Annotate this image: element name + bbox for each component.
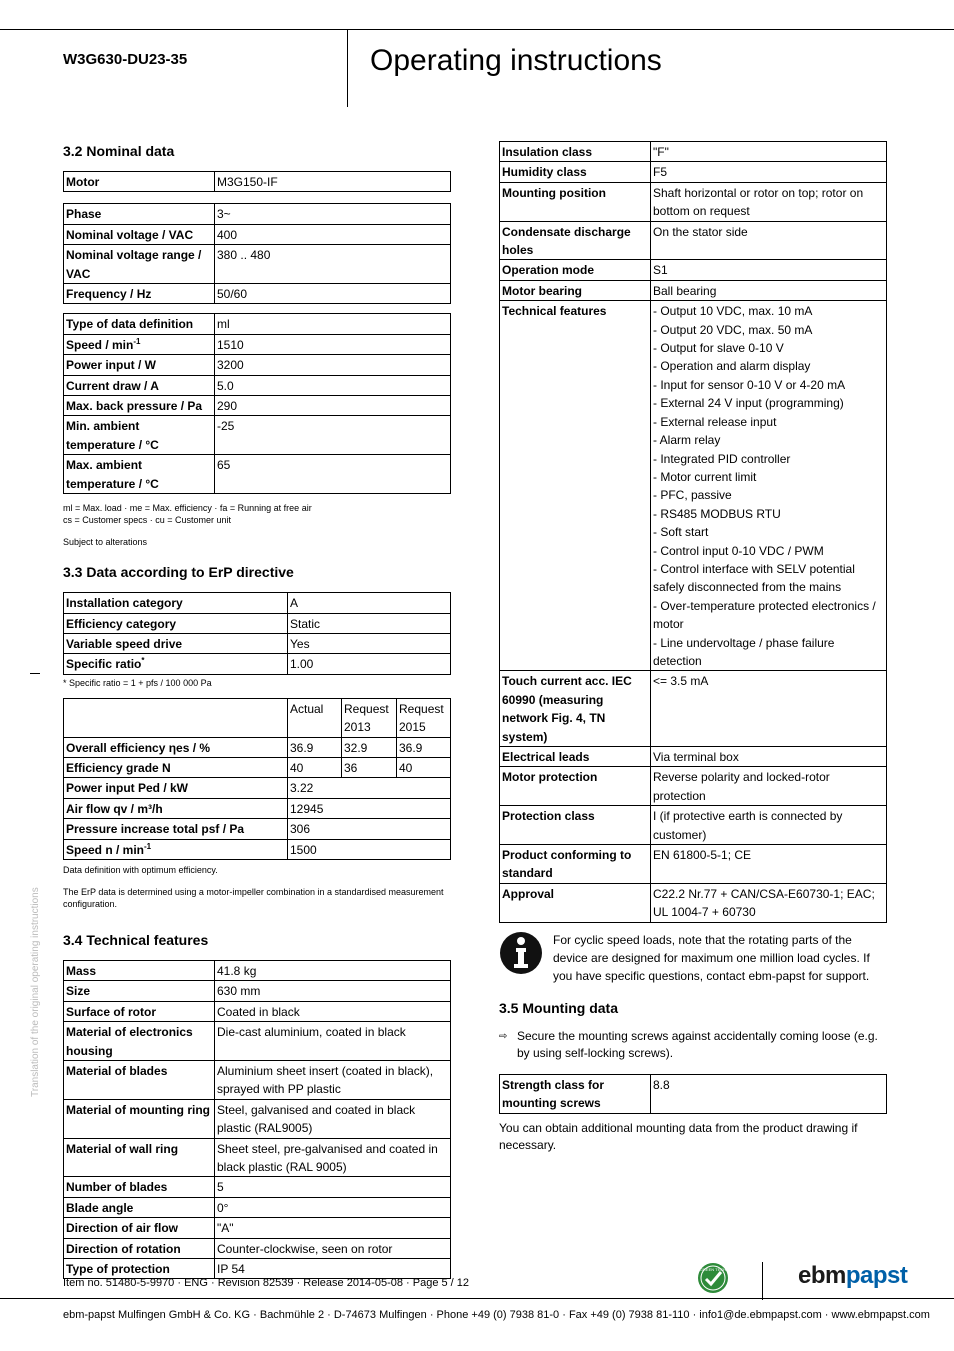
ratio-note: * Specific ratio = 1 + pfs / 100 000 Pa [63, 677, 212, 688]
table-row [64, 981, 451, 1001]
row-value: Reverse polarity and locked-rotor protection [651, 767, 887, 806]
table-row [64, 1001, 451, 1021]
row-label: Mounting position [500, 182, 651, 221]
row-value: Coated in black [215, 1001, 451, 1021]
mounting-instruction [499, 1028, 887, 1062]
row-value: 50/60 [215, 284, 451, 304]
greentech-logo-text: GREEN TECH [699, 1267, 727, 1272]
table-header-row [64, 698, 451, 737]
table-row [500, 221, 887, 260]
row-label: Material of electronics housing [64, 1022, 215, 1061]
model-number: W3G630-DU23-35 [63, 51, 188, 68]
row-label: Efficiency grade N [64, 757, 288, 777]
list-item: - Motor current limit [653, 469, 757, 484]
row-value: 306 [288, 819, 451, 839]
row-label: Frequency / Hz [64, 284, 215, 304]
row-value: 65 [215, 455, 451, 494]
table-row [64, 375, 451, 395]
note-line: ml = Max. load · me = Max. efficiency · fa = Running at free air [63, 503, 312, 514]
erp-efficiency-table [63, 698, 451, 860]
row-value: 1.00 [288, 654, 451, 674]
row-label: Size [64, 981, 215, 1001]
side-note: Translation of the original operating instructions [30, 887, 41, 1097]
row-value: C22.2 Nr.77 + CAN/CSA-E60730-1; EAC; UL 1004-7 + 60730 [651, 883, 887, 922]
table-row [64, 839, 451, 859]
row-label: Material of mounting ring [64, 1099, 215, 1138]
row-label: Pressure increase total psf / Pa [64, 819, 288, 839]
ratio-asterisk: * [141, 656, 145, 666]
row-label: Humidity class [500, 162, 651, 182]
row-label: Current draw / A [64, 375, 215, 395]
mounting-table [499, 1074, 887, 1114]
list-item: - Alarm relay [653, 433, 721, 448]
row-label: Protection class [500, 806, 651, 845]
row-value: Sheet steel, pre-galvanised and coated in black plastic (RAL 9005) [215, 1138, 451, 1177]
row-value: 41.8 kg [215, 960, 451, 980]
motor-spec-table [499, 141, 887, 923]
list-item: - PFC, passive [653, 488, 732, 503]
row-label: Phase [64, 204, 215, 224]
technical-features-list [651, 301, 887, 671]
list-item: - RS485 MODBUS RTU [653, 506, 781, 521]
row-label: Type of data definition [64, 314, 215, 334]
list-item: - Line undervoltage / phase failure detection [653, 635, 835, 668]
table-row [64, 355, 451, 375]
note-line: cs = Customer specs · cu = Customer unit [63, 515, 232, 526]
table-row [64, 633, 451, 653]
table-row [64, 798, 451, 818]
row-label: Approval [500, 883, 651, 922]
row-label: Product conforming to standard [500, 845, 651, 884]
header-divider [347, 30, 348, 107]
row-value: 3~ [215, 204, 451, 224]
table-row [64, 593, 451, 613]
table-row [64, 613, 451, 633]
table-row [64, 314, 451, 334]
table-row [64, 172, 451, 192]
list-item: - Output for slave 0-10 V [653, 341, 784, 356]
greentech-logo [697, 1262, 729, 1294]
row-label: Mass [64, 960, 215, 980]
row-label: Installation category [64, 593, 288, 613]
list-item: - Integrated PID controller [653, 451, 791, 466]
row-value: 3200 [215, 355, 451, 375]
column-header: Actual [288, 698, 342, 737]
row-value: 5.0 [215, 375, 451, 395]
row-value: S1 [651, 260, 887, 280]
row-value: F5 [651, 162, 887, 182]
row-value: 290 [215, 396, 451, 416]
list-item: - Soft start [653, 525, 709, 540]
row-value: 5 [215, 1177, 451, 1197]
row-value-actual: 36.9 [288, 737, 342, 757]
row-label: Efficiency category [64, 613, 288, 633]
row-label: Max. back pressure / Pa [64, 396, 215, 416]
row-value: ml [215, 314, 451, 334]
row-label: Technical features [500, 301, 651, 671]
table-row [500, 1074, 887, 1113]
table-row [64, 284, 451, 304]
footer-item-info: Item no. 51480-5-9970 · ENG · Revision 82539 · Release 2014-05-08 · Page 5 / 12 [63, 1277, 470, 1289]
row-label: Electrical leads [500, 747, 651, 767]
row-label: Touch current acc. IEC 60990 (measuring network Fig. 4, TN system) [500, 671, 651, 747]
mounting-note: You can obtain additional mounting data from the product drawing if necessary. [499, 1120, 858, 1152]
info-icon [499, 931, 543, 975]
table-row [64, 204, 451, 224]
row-label [64, 839, 288, 859]
row-label [64, 334, 215, 354]
row-value: 1510 [215, 334, 451, 354]
row-label [64, 654, 288, 674]
table-row [500, 260, 887, 280]
erp-note-2: The ErP data is determined using a motor-impeller combination in a standardised measurement configuration. [63, 886, 444, 909]
ebmpapst-logo [798, 1262, 907, 1290]
row-value: IP 54 [215, 1259, 451, 1279]
row-value-2013: 36 [342, 757, 397, 777]
row-label: Nominal voltage range / VAC [64, 245, 215, 284]
logo-ebm: ebm [798, 1262, 846, 1289]
instruction-text: Secure the mounting screws against accidentally coming loose (e.g. by using self-locking screws). [517, 1028, 878, 1060]
table-row [500, 301, 887, 671]
speed-unit-exp: -1 [133, 336, 141, 346]
table-row [64, 1022, 451, 1061]
row-label: Nominal voltage / VAC [64, 224, 215, 244]
left-column [63, 143, 451, 1279]
footer-rule [0, 1298, 954, 1299]
speed-label: Speed / min [66, 337, 134, 352]
table-row [64, 1099, 451, 1138]
table-row [64, 1197, 451, 1217]
row-value-2013: 32.9 [342, 737, 397, 757]
nominal-data-table [63, 313, 451, 494]
info-text: For cyclic speed loads, note that the rotating parts of the device are designed for maximum one million load cycles. If you have specific questions, contact ebm-papst for support. [553, 932, 870, 984]
column-header: Request 2013 [342, 698, 397, 737]
row-label: Operation mode [500, 260, 651, 280]
table-row [64, 1238, 451, 1258]
table-row [64, 778, 451, 798]
list-item: - Output 10 VDC, max. 10 mA [653, 304, 813, 319]
row-label: Material of wall ring [64, 1138, 215, 1177]
row-label: Type of protection [64, 1259, 215, 1279]
row-label: Strength class for mounting screws [500, 1074, 651, 1113]
row-label: Air flow qv / m³/h [64, 798, 288, 818]
row-value: 1500 [288, 839, 451, 859]
erp-note-1: Data definition with optimum efficiency. [63, 864, 218, 875]
row-value: Yes [288, 633, 451, 653]
erp-category-table [63, 592, 451, 675]
list-item: - Input for sensor 0-10 V or 4-20 mA [653, 377, 846, 392]
logo-divider [762, 1262, 763, 1300]
row-label: Max. ambient temperature / °C [64, 455, 215, 494]
row-value: 400 [215, 224, 451, 244]
row-label: Surface of rotor [64, 1001, 215, 1021]
table-row [64, 1218, 451, 1238]
table-row [500, 767, 887, 806]
row-label: Overall efficiency ηes / % [64, 737, 288, 757]
row-label: Number of blades [64, 1177, 215, 1197]
section-3-5-heading: 3.5 Mounting data [499, 999, 618, 1016]
row-label: Direction of air flow [64, 1218, 215, 1238]
row-value: M3G150-IF [215, 172, 451, 192]
motor-table [63, 171, 451, 192]
section-3-3-heading: 3.3 Data according to ErP directive [63, 564, 294, 581]
row-label: Motor bearing [500, 280, 651, 300]
table-row [64, 737, 451, 757]
row-value: I (if protective earth is connected by customer) [651, 806, 887, 845]
document-title: Operating instructions [370, 44, 662, 77]
row-value: Die-cast aluminium, coated in black [215, 1022, 451, 1061]
table-row [64, 819, 451, 839]
fold-mark [30, 673, 40, 674]
row-value: 0° [215, 1197, 451, 1217]
column-header: Request 2015 [397, 698, 451, 737]
header-top-rule [0, 29, 954, 30]
row-value-2015: 40 [397, 757, 451, 777]
table-row [64, 455, 451, 494]
list-item: - Control interface with SELV potential safely disconnected from the mains [653, 561, 855, 595]
row-value: 8.8 [651, 1074, 887, 1113]
table-row [64, 245, 451, 284]
table-row [500, 883, 887, 922]
row-label: Min. ambient temperature / °C [64, 416, 215, 455]
row-value: Aluminium sheet insert (coated in black), sprayed with PP plastic [215, 1061, 451, 1100]
technical-features-table [63, 960, 451, 1280]
row-value: A [288, 593, 451, 613]
table-row [500, 747, 887, 767]
row-label: Insulation class [500, 142, 651, 162]
row-value: 3.22 [288, 778, 451, 798]
row-label: Power input Ped / kW [64, 778, 288, 798]
row-value: On the stator side [651, 221, 887, 260]
table-row [64, 1177, 451, 1197]
row-label: Motor protection [500, 767, 651, 806]
row-label: Condensate discharge holes [500, 221, 651, 260]
list-item: - Over-temperature protected electronics / motor [653, 598, 876, 632]
row-value: 12945 [288, 798, 451, 818]
row-value: -25 [215, 416, 451, 455]
table-row [500, 806, 887, 845]
section-3-2-heading: 3.2 Nominal data [63, 143, 175, 159]
table-row [64, 960, 451, 980]
row-value: <= 3.5 mA [651, 671, 887, 747]
table-row [64, 416, 451, 455]
list-item: - Output 20 VDC, max. 50 mA [653, 322, 813, 337]
row-value: Steel, galvanised and coated in black plastic (RAL9005) [215, 1099, 451, 1138]
row-label: Blade angle [64, 1197, 215, 1217]
row-value-2015: 36.9 [397, 737, 451, 757]
table-row [64, 654, 451, 674]
footer-address: ebm-papst Mulfingen GmbH & Co. KG · Bachmühle 2 · D-74673 Mulfingen · Phone +49 (0) 7938 81-0 · Fax +49 (0) 7938 81-110 · info1@de.ebmpapst.com · www.ebmpapst.com [63, 1309, 930, 1321]
logo-papst: papst [845, 1262, 908, 1289]
section-3-4-heading: 3.4 Technical features [63, 931, 209, 948]
table-row [64, 396, 451, 416]
row-label: Variable speed drive [64, 633, 288, 653]
row-value: 380 .. 480 [215, 245, 451, 284]
right-column [499, 141, 887, 1154]
row-value: Shaft horizontal or rotor on top; rotor on bottom on request [651, 182, 887, 221]
table-row [500, 671, 887, 747]
row-value: "A" [215, 1218, 451, 1238]
table-row [500, 845, 887, 884]
info-box [499, 931, 887, 986]
row-value: 630 mm [215, 981, 451, 1001]
arrow-icon: ⇨ [499, 1030, 508, 1042]
list-item: - Operation and alarm display [653, 359, 811, 374]
list-item: - External 24 V input (programming) [653, 396, 844, 411]
row-label: Direction of rotation [64, 1238, 215, 1258]
list-item: - External release input [653, 414, 777, 429]
table-row [64, 1259, 451, 1279]
row-value: "F" [651, 142, 887, 162]
nominal-note [63, 502, 451, 526]
table-row [500, 280, 887, 300]
row-value: Static [288, 613, 451, 633]
row-value-actual: 40 [288, 757, 342, 777]
ratio-label: Specific ratio [66, 657, 142, 672]
row-label: Power input / W [64, 355, 215, 375]
table-row [500, 182, 887, 221]
table-row [64, 1138, 451, 1177]
row-value: EN 61800-5-1; CE [651, 845, 887, 884]
table-row [64, 757, 451, 777]
table-row [64, 1061, 451, 1100]
row-value: Counter-clockwise, seen on rotor [215, 1238, 451, 1258]
table-row [64, 224, 451, 244]
row-label: Material of blades [64, 1061, 215, 1100]
table-row [500, 162, 887, 182]
row-label: Motor [64, 172, 215, 192]
speed-n-unit-exp: -1 [144, 841, 152, 851]
row-value: Ball bearing [651, 280, 887, 300]
table-row [500, 142, 887, 162]
list-item: - Control input 0-10 VDC / PWM [653, 543, 824, 558]
electrical-table [63, 203, 451, 304]
row-value: Via terminal box [651, 747, 887, 767]
table-row [64, 334, 451, 354]
speed-n-label: Speed n / min [66, 842, 145, 857]
alterations-note: Subject to alterations [63, 537, 148, 548]
